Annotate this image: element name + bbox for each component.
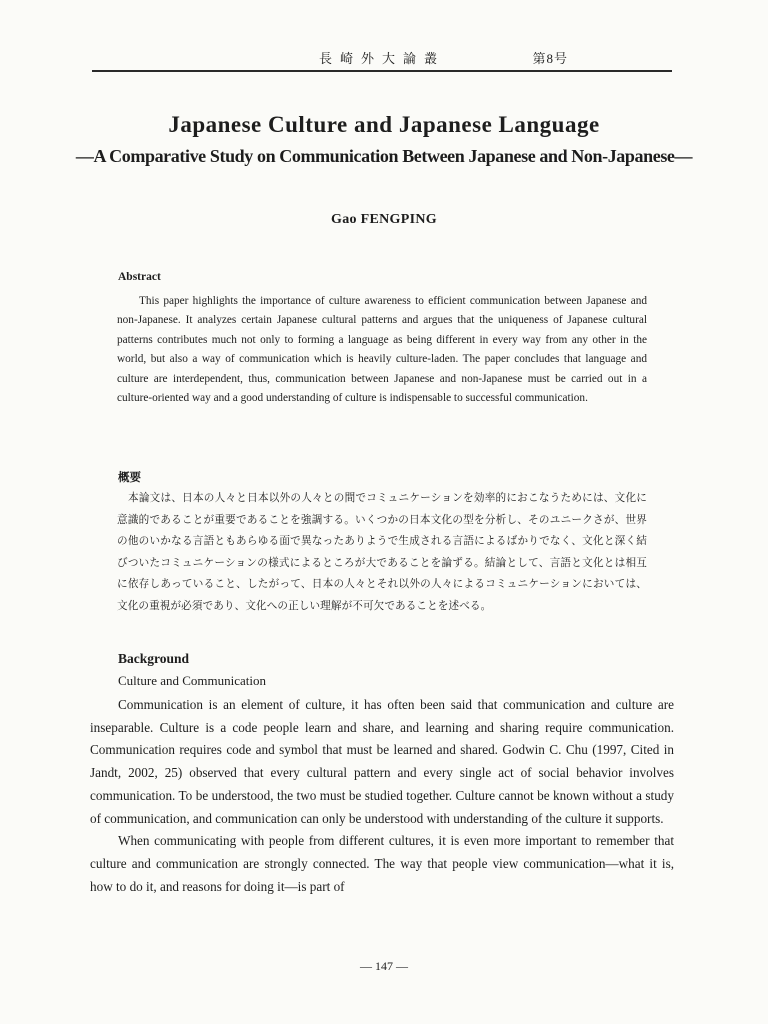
japanese-summary-heading: 概要 <box>118 470 141 484</box>
section-heading: Background <box>118 651 190 666</box>
body-paragraph: Communication is an element of culture, it has often been said that communication and culture are inseparable. Culture is a code people learn and share, and learning and sharing require communication. Communication requires code and symbol that must be learned and shared. Godwin C. Chu (1997, Cited in Jandt, 2002, 25) observed that every cultural pattern and every single act of social behavior involves communication. To be understood, the two must be studied together. Culture cannot be known without a study of communication, and communication can only be understood with understanding of the culture it supports. <box>90 697 674 826</box>
author-name: Gao FENGPING <box>331 212 437 227</box>
journal-title: 長崎外大論叢 <box>318 51 445 66</box>
abstract-text: This paper highlights the importance of culture awareness to efficient communication between Japanese and non-Japanese. It analyzes certain Japanese cultural patterns and argues that the uniqueness of Japanese cultural patterns contributes much not only to forming a language as being different in every way from any other in the world, but also a way of communication which is heavily culture-laden. The paper concludes that language and culture are interdependent, thus, communication between Japanese and non-Japanese must be carried out in a culture-oriented way and a good understanding of culture is indispensable to successful communication. <box>117 295 647 405</box>
paper-title: Japanese Culture and Japanese Language <box>168 112 600 137</box>
paper-subtitle: —A Comparative Study on Communication Between Japanese and Non-Japanese— <box>75 146 693 166</box>
page-number: — 147 — <box>360 959 408 973</box>
subsection-heading: Culture and Communication <box>118 673 267 688</box>
issue-number: 第8号 <box>532 51 568 66</box>
abstract-heading: Abstract <box>118 271 161 283</box>
body-text <box>90 694 674 898</box>
running-header <box>92 42 672 72</box>
japanese-summary-text: 本論文は、日本の人々と日本以外の人々との間でコミュニケーションを効率的におこなうためには、文化に意識的であることが重要であることを強調する。いくつかの日本文化の型を分析し、そのユニークさが、世界の他のいかなる言語ともあらゆる面で異なったありようで生成される言語によるばかりでなく、文化と深く結びついたコミュニケーションの様式によるところが大であることを論ずる。結論として、言語と文化とは相互に依存しあっていること、したがって、日本の人々とそれ以外の人々によるコミュニケーションにおいては、文化の重視が必須であり、文化への正しい理解が不可欠であることを述べる。 <box>117 492 647 612</box>
body-paragraph: When communicating with people from different cultures, it is even more important to remember that culture and communication are strongly connected. The way that people view communication—what it is, how to do it, and reasons for doing it—is part of <box>90 833 674 894</box>
